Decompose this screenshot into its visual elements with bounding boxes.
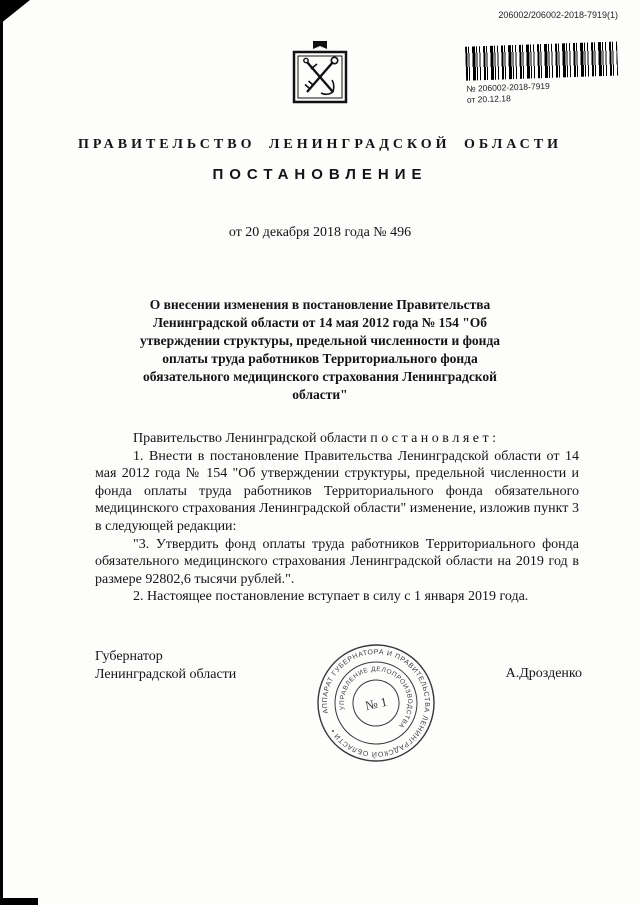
office-stamp-seal: [301, 628, 450, 777]
signature-name: А.Дрозденко: [505, 666, 582, 681]
signature-position: [95, 648, 236, 684]
coat-of-arms-icon: [287, 38, 353, 114]
stamp-outer-text: АППАРАТ ГУБЕРНАТОРА И ПРАВИТЕЛЬСТВА ЛЕНИНГРАДСКОЙ ОБЛАСТИ •: [321, 648, 431, 758]
paragraph-quoted-clause: "3. Утвердить фонд оплаты труда работников Территориального фонда обязательного медицинского страхования Ленинградской области на 2019 год в размере 92802,6 тысячи рублей.".: [95, 536, 579, 587]
stamp-number: № 1: [363, 693, 389, 714]
document-type-title: ПОСТАНОВЛЕНИЕ: [212, 166, 428, 183]
paragraph-item-1: 1. Внести в постановление Правительства Ленинградской области от 14 мая 2012 года № 154 "Об утверждении структуры, предельной численности и фонда оплаты труда работников Территориального фонда обязательного медицинского страхования Ленинградской области" изменение, изложив пункт 3 в следующей редакции:: [95, 448, 579, 534]
organization-title: ПРАВИТЕЛЬСТВО ЛЕНИНГРАДСКОЙ ОБЛАСТИ: [77, 137, 562, 152]
scan-corner-artifact: [0, 0, 30, 24]
scan-edge-artifact: [0, 0, 3, 905]
subject-heading: О внесении изменения в постановление Правительства Ленинградской области от 14 мая 2012 года № 154 "Об утверждении структуры, предельной численности и фонда оплаты труда работников Территориального фонда обязательного медицинского страхования Ленинградской области": [139, 297, 501, 402]
document-reference: 206002/206002-2018-7919(1): [498, 10, 618, 20]
signature-position-line2: Ленинградской области: [95, 667, 237, 682]
barcode-image: [465, 41, 618, 80]
signature-position-line1: Губернатор: [95, 649, 163, 664]
paragraph-resolves: Правительство Ленинградской области п о с т а н о в л я е т :: [133, 431, 497, 446]
paragraph-item-2: 2. Настоящее постановление вступает в силу с 1 января 2019 года.: [133, 589, 529, 605]
document-body: [95, 430, 579, 606]
registration-barcode-label: [465, 41, 625, 104]
date-number-line: от 20 декабря 2018 года № 496: [228, 225, 412, 240]
barcode-number: № 206002-2018-7919: [466, 80, 550, 94]
barcode-date: от 20.12.18: [466, 93, 511, 105]
stamp-inner-text: УПРАВЛЕНИЕ ДЕЛОПРОИЗВОДСТВА: [338, 665, 414, 730]
scan-bottom-artifact: [0, 898, 38, 905]
